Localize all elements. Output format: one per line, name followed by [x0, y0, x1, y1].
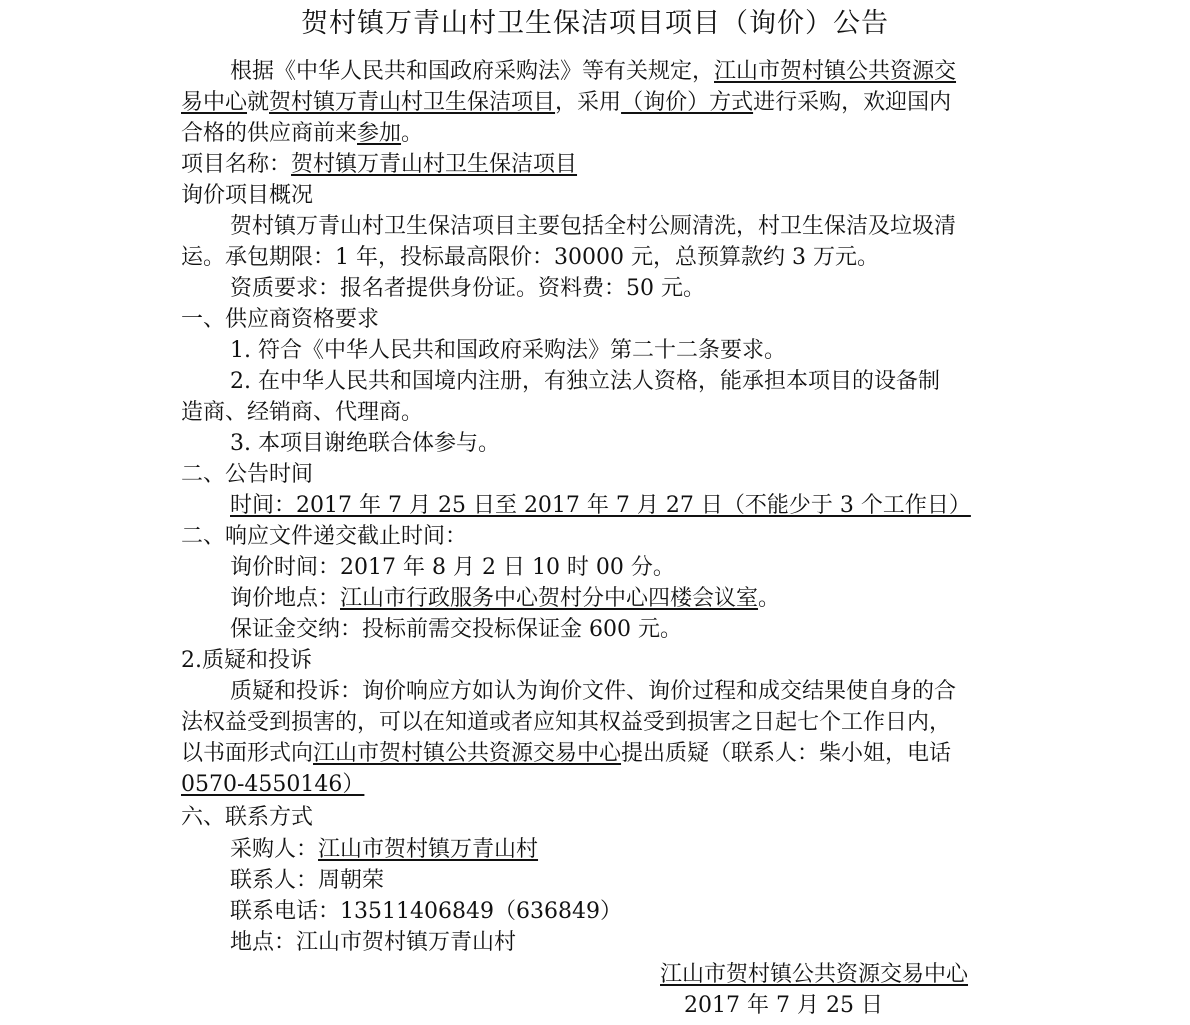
intro-line-3	[181, 118, 423, 149]
signature-org-underlined: 江山市贺村镇公共资源交易中心	[660, 962, 969, 987]
notice-time-value	[230, 490, 971, 521]
complaint-text: 以书面形式向	[181, 741, 314, 766]
signature-org	[660, 959, 968, 990]
inquiry-place	[230, 583, 780, 614]
intro-text: 根据《中华人民共和国政府采购法》等有关规定，	[230, 59, 715, 84]
contact-phone: 联系电话：13511406849（636849）	[230, 899, 622, 924]
contact-heading: 六、联系方式	[181, 805, 314, 830]
complaint-heading: 2.质疑和投诉	[181, 648, 312, 673]
notice-time-heading: 二、公告时间	[181, 462, 314, 487]
project-name-line	[181, 149, 577, 180]
intro-text: 就	[247, 90, 270, 115]
complaint-phone-underlined: 0570-4550146）	[181, 772, 365, 797]
buyer-line	[230, 834, 538, 865]
project-desc-line-1: 贺村镇万青山村卫生保洁项目主要包括全村公厕清洗，村卫生保洁及垃圾清	[230, 214, 957, 239]
intro-join-underlined: 参加	[357, 121, 402, 146]
complaint-org-underlined: 江山市贺村镇公共资源交易中心	[313, 741, 622, 766]
project-desc-line-2: 运。承包期限：1 年，投标最高限价：30000 元，总预算款约 3 万元。	[181, 245, 879, 270]
inquiry-place-label: 询价地点：	[230, 586, 341, 611]
contact-person: 联系人：周朝荣	[230, 868, 385, 893]
complaint-line-2: 法权益受到损害的，可以在知道或者应知其权益受到损害之日起七个工作日内，	[181, 710, 952, 735]
intro-text: ，采用	[555, 90, 622, 115]
complaint-line-4	[181, 769, 364, 800]
supplier-item-2-line-2: 造商、经销商、代理商。	[181, 400, 424, 425]
inquiry-place-end: 。	[758, 586, 781, 611]
intro-method-underlined: （询价）方式	[621, 90, 754, 115]
intro-org-underlined-cont: 易中心	[181, 90, 248, 115]
deposit-line: 保证金交纳：投标前需交投标保证金 600 元。	[230, 617, 682, 642]
complaint-line-3	[181, 738, 951, 769]
inquiry-time: 询价时间：2017 年 8 月 2 日 10 时 00 分。	[230, 555, 675, 580]
supplier-item-3: 3. 本项目谢绝联合体参与。	[230, 431, 500, 456]
intro-line-1	[230, 56, 956, 87]
intro-text: 。	[401, 121, 424, 146]
intro-text: 进行采购，欢迎国内	[753, 90, 952, 115]
intro-line-2	[181, 87, 951, 118]
intro-org-underlined: 江山市贺村镇公共资源交	[714, 59, 957, 84]
qualification-line: 资质要求：报名者提供身份证。资料费：50 元。	[230, 276, 705, 301]
contact-address: 地点：江山市贺村镇万青山村	[230, 930, 517, 955]
supplier-item-1: 1. 符合《中华人民共和国政府采购法》第二十二条要求。	[230, 338, 786, 363]
supplier-item-2-line-1: 2. 在中华人民共和国境内注册，有独立法人资格，能承担本项目的设备制	[230, 369, 940, 394]
project-name-label: 项目名称：	[181, 152, 292, 177]
page-title: 贺村镇万青山村卫生保洁项目项目（询价）公告	[301, 8, 889, 39]
deadline-heading: 二、响应文件递交截止时间：	[181, 524, 468, 549]
buyer-label: 采购人：	[230, 837, 319, 862]
intro-project-underlined: 贺村镇万青山村卫生保洁项目	[269, 90, 556, 115]
intro-text: 合格的供应商前来	[181, 121, 358, 146]
complaint-line-1: 质疑和投诉：询价响应方如认为询价文件、询价过程和成交结果使自身的合	[230, 679, 957, 704]
supplier-heading: 一、供应商资格要求	[181, 307, 380, 332]
complaint-text: 提出质疑（联系人：柴小姐，电话	[621, 741, 952, 766]
overview-heading: 询价项目概况	[181, 183, 314, 208]
buyer-value: 江山市贺村镇万青山村	[318, 837, 539, 862]
inquiry-place-value: 江山市行政服务中心贺村分中心四楼会议室	[340, 586, 759, 611]
signature-date: 2017 年 7 月 25 日	[684, 993, 883, 1018]
notice-time-underlined: 时间：2017 年 7 月 25 日至 2017 年 7 月 27 日（不能少于 3 个工作日）	[230, 493, 971, 518]
project-name-value: 贺村镇万青山村卫生保洁项目	[291, 152, 578, 177]
